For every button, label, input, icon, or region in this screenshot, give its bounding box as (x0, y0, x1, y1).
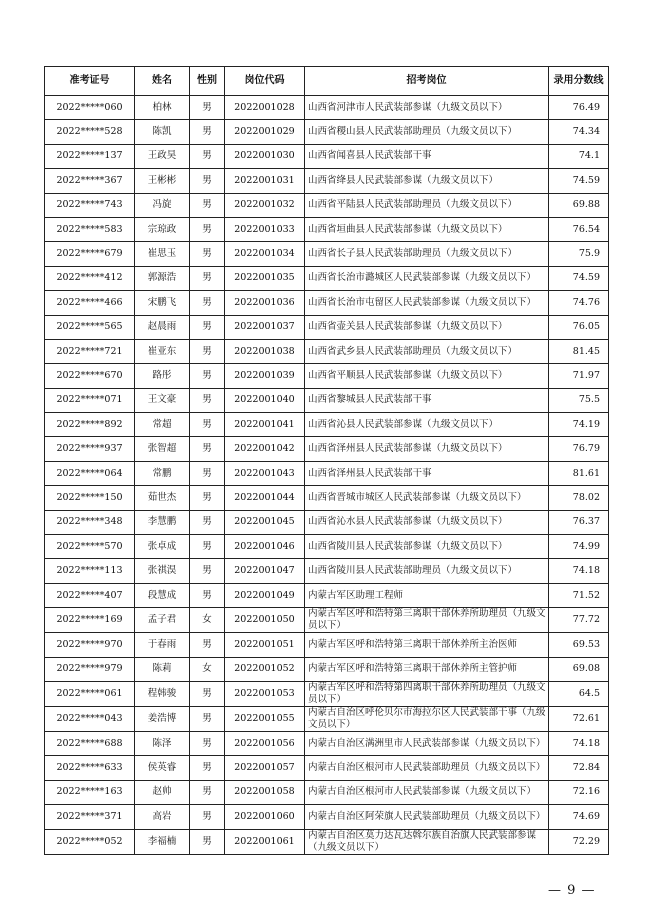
post-cell: 山西省平陆县人民武装部助理员（九级文员以下） (305, 193, 549, 217)
exam-id-cell: 2022*****583 (45, 217, 135, 241)
gender-cell: 男 (190, 681, 225, 706)
exam-id-cell: 2022*****061 (45, 681, 135, 706)
post-code-cell: 2022001061 (225, 829, 305, 854)
gender-cell: 男 (190, 805, 225, 829)
post-cell: 山西省陵川县人民武装部助理员（九级文员以下） (305, 559, 549, 583)
exam-id-cell: 2022*****721 (45, 339, 135, 363)
exam-id-cell: 2022*****679 (45, 242, 135, 266)
post-cell: 山西省晋城市城区人民武装部参谋（九级文员以下） (305, 486, 549, 510)
table-row (45, 266, 609, 290)
name-cell: 张卓成 (135, 535, 190, 559)
post-code-cell: 2022001047 (225, 559, 305, 583)
table-row (45, 242, 609, 266)
post-cell: 山西省长治市屯留区人民武装部参谋（九级文员以下） (305, 291, 549, 315)
score-cell: 69.88 (549, 193, 609, 217)
post-cell: 山西省武乡县人民武装部助理员（九级文员以下） (305, 339, 549, 363)
score-cell: 72.84 (549, 756, 609, 780)
exam-id-cell: 2022*****043 (45, 706, 135, 731)
exam-id-cell: 2022*****892 (45, 413, 135, 437)
table-body (45, 96, 609, 855)
gender-cell: 女 (190, 608, 225, 633)
name-cell: 王文豪 (135, 388, 190, 412)
exam-id-cell: 2022*****348 (45, 510, 135, 534)
header-score: 录用分数线 (549, 67, 609, 96)
score-cell: 72.61 (549, 706, 609, 731)
name-cell: 崔亚东 (135, 339, 190, 363)
exam-id-cell: 2022*****743 (45, 193, 135, 217)
header-exam-id: 准考证号 (45, 67, 135, 96)
table-row (45, 169, 609, 193)
table-row (45, 461, 609, 485)
post-code-cell: 2022001031 (225, 169, 305, 193)
name-cell: 柏林 (135, 96, 190, 120)
table-row (45, 339, 609, 363)
score-cell: 74.18 (549, 559, 609, 583)
exam-id-cell: 2022*****052 (45, 829, 135, 854)
score-cell: 72.16 (549, 780, 609, 804)
gender-cell: 男 (190, 193, 225, 217)
score-cell: 74.59 (549, 266, 609, 290)
gender-cell: 男 (190, 633, 225, 657)
exam-id-cell: 2022*****407 (45, 583, 135, 607)
name-cell: 段慧成 (135, 583, 190, 607)
post-cell: 内蒙古自治区阿荣旗人民武装部助理员（九级文员以下） (305, 805, 549, 829)
gender-cell: 男 (190, 291, 225, 315)
gender-cell: 男 (190, 217, 225, 241)
table-row (45, 756, 609, 780)
name-cell: 陈泽 (135, 731, 190, 755)
gender-cell: 男 (190, 144, 225, 168)
post-cell: 山西省绛县人民武装部参谋（九级文员以下） (305, 169, 549, 193)
post-cell: 山西省平顺县人民武装部参谋（九级文员以下） (305, 364, 549, 388)
results-table-container (44, 66, 608, 855)
name-cell: 宋鹏飞 (135, 291, 190, 315)
name-cell: 陈凯 (135, 120, 190, 144)
table-row (45, 120, 609, 144)
name-cell: 李慧鹏 (135, 510, 190, 534)
header-post: 招考岗位 (305, 67, 549, 96)
post-code-cell: 2022001038 (225, 339, 305, 363)
post-code-cell: 2022001032 (225, 193, 305, 217)
gender-cell: 男 (190, 339, 225, 363)
table-row (45, 706, 609, 731)
post-code-cell: 2022001056 (225, 731, 305, 755)
score-cell: 76.49 (549, 96, 609, 120)
gender-cell: 男 (190, 364, 225, 388)
name-cell: 常超 (135, 413, 190, 437)
post-code-cell: 2022001037 (225, 315, 305, 339)
post-cell: 内蒙古军区呼和浩特第三离职干部休养所主管护师 (305, 657, 549, 681)
table-row (45, 633, 609, 657)
table-row (45, 364, 609, 388)
exam-id-cell: 2022*****071 (45, 388, 135, 412)
gender-cell: 女 (190, 657, 225, 681)
header-name: 姓名 (135, 67, 190, 96)
post-cell: 内蒙古军区呼和浩特第三离职干部休养所助理员（九级文员以下） (305, 608, 549, 633)
post-code-cell: 2022001036 (225, 291, 305, 315)
name-cell: 路彤 (135, 364, 190, 388)
table-row (45, 535, 609, 559)
header-gender: 性别 (190, 67, 225, 96)
gender-cell: 男 (190, 461, 225, 485)
score-cell: 81.45 (549, 339, 609, 363)
post-code-cell: 2022001035 (225, 266, 305, 290)
exam-id-cell: 2022*****565 (45, 315, 135, 339)
name-cell: 张智超 (135, 437, 190, 461)
gender-cell: 男 (190, 583, 225, 607)
post-code-cell: 2022001030 (225, 144, 305, 168)
exam-id-cell: 2022*****528 (45, 120, 135, 144)
score-cell: 81.61 (549, 461, 609, 485)
exam-id-cell: 2022*****113 (45, 559, 135, 583)
exam-id-cell: 2022*****633 (45, 756, 135, 780)
table-header-row (45, 67, 609, 96)
name-cell: 赵晨雨 (135, 315, 190, 339)
table-row (45, 388, 609, 412)
table-row (45, 96, 609, 120)
exam-id-cell: 2022*****371 (45, 805, 135, 829)
post-cell: 内蒙古自治区根河市人民武装部助理员（九级文员以下） (305, 756, 549, 780)
score-cell: 69.53 (549, 633, 609, 657)
post-cell: 内蒙古军区呼和浩特第三离职干部休养所主治医师 (305, 633, 549, 657)
table-row (45, 510, 609, 534)
gender-cell: 男 (190, 706, 225, 731)
post-code-cell: 2022001042 (225, 437, 305, 461)
gender-cell: 男 (190, 731, 225, 755)
exam-id-cell: 2022*****937 (45, 437, 135, 461)
score-cell: 75.5 (549, 388, 609, 412)
post-cell: 山西省闻喜县人民武装部干事 (305, 144, 549, 168)
table-row (45, 559, 609, 583)
gender-cell: 男 (190, 486, 225, 510)
table-row (45, 829, 609, 854)
gender-cell: 男 (190, 780, 225, 804)
post-cell: 山西省垣曲县人民武装部参谋（九级文员以下） (305, 217, 549, 241)
table-row (45, 583, 609, 607)
gender-cell: 男 (190, 266, 225, 290)
gender-cell: 男 (190, 535, 225, 559)
post-code-cell: 2022001057 (225, 756, 305, 780)
exam-id-cell: 2022*****412 (45, 266, 135, 290)
gender-cell: 男 (190, 315, 225, 339)
score-cell: 76.05 (549, 315, 609, 339)
post-cell: 山西省长子县人民武装部助理员（九级文员以下） (305, 242, 549, 266)
post-code-cell: 2022001053 (225, 681, 305, 706)
exam-id-cell: 2022*****970 (45, 633, 135, 657)
post-code-cell: 2022001055 (225, 706, 305, 731)
exam-id-cell: 2022*****979 (45, 657, 135, 681)
post-cell: 山西省稷山县人民武装部助理员（九级文员以下） (305, 120, 549, 144)
post-cell: 山西省泽州县人民武装部干事 (305, 461, 549, 485)
score-cell: 74.19 (549, 413, 609, 437)
post-code-cell: 2022001052 (225, 657, 305, 681)
post-cell: 山西省陵川县人民武装部参谋（九级文员以下） (305, 535, 549, 559)
post-cell: 内蒙古自治区满洲里市人民武装部参谋（九级文员以下） (305, 731, 549, 755)
table-row (45, 657, 609, 681)
post-cell: 内蒙古自治区呼伦贝尔市海拉尔区人民武装部干事（九级文员以下） (305, 706, 549, 731)
post-code-cell: 2022001044 (225, 486, 305, 510)
name-cell: 茹世杰 (135, 486, 190, 510)
post-code-cell: 2022001033 (225, 217, 305, 241)
name-cell: 高岩 (135, 805, 190, 829)
post-code-cell: 2022001045 (225, 510, 305, 534)
table-row (45, 608, 609, 633)
gender-cell: 男 (190, 169, 225, 193)
name-cell: 冯旋 (135, 193, 190, 217)
name-cell: 王政昊 (135, 144, 190, 168)
table-row (45, 315, 609, 339)
table-row (45, 681, 609, 706)
table-row (45, 780, 609, 804)
exam-id-cell: 2022*****570 (45, 535, 135, 559)
score-cell: 71.97 (549, 364, 609, 388)
name-cell: 姜浩博 (135, 706, 190, 731)
name-cell: 陈莉 (135, 657, 190, 681)
table-row (45, 731, 609, 755)
post-code-cell: 2022001039 (225, 364, 305, 388)
exam-id-cell: 2022*****670 (45, 364, 135, 388)
name-cell: 宗琼政 (135, 217, 190, 241)
post-cell: 山西省沁水县人民武装部参谋（九级文员以下） (305, 510, 549, 534)
exam-id-cell: 2022*****169 (45, 608, 135, 633)
name-cell: 郭源浩 (135, 266, 190, 290)
table-row (45, 217, 609, 241)
score-cell: 75.9 (549, 242, 609, 266)
score-cell: 72.29 (549, 829, 609, 854)
post-cell: 山西省黎城县人民武装部干事 (305, 388, 549, 412)
name-cell: 侯英睿 (135, 756, 190, 780)
name-cell: 程韩骏 (135, 681, 190, 706)
post-cell: 山西省长治市潞城区人民武装部参谋（九级文员以下） (305, 266, 549, 290)
post-code-cell: 2022001029 (225, 120, 305, 144)
post-cell: 内蒙古自治区莫力达瓦达斡尔族自治旗人民武装部参谋（九级文员以下） (305, 829, 549, 854)
table-row (45, 805, 609, 829)
post-code-cell: 2022001041 (225, 413, 305, 437)
post-code-cell: 2022001049 (225, 583, 305, 607)
post-code-cell: 2022001060 (225, 805, 305, 829)
exam-id-cell: 2022*****163 (45, 780, 135, 804)
table-row (45, 413, 609, 437)
name-cell: 赵帅 (135, 780, 190, 804)
score-cell: 64.5 (549, 681, 609, 706)
exam-id-cell: 2022*****064 (45, 461, 135, 485)
gender-cell: 男 (190, 388, 225, 412)
table-row (45, 291, 609, 315)
score-cell: 71.52 (549, 583, 609, 607)
score-cell: 69.08 (549, 657, 609, 681)
post-cell: 内蒙古军区呼和浩特第四离职干部休养所助理员（九级文员以下） (305, 681, 549, 706)
table-row (45, 486, 609, 510)
score-cell: 74.76 (549, 291, 609, 315)
name-cell: 张祺淏 (135, 559, 190, 583)
exam-id-cell: 2022*****466 (45, 291, 135, 315)
table-row (45, 437, 609, 461)
table-row (45, 144, 609, 168)
post-cell: 山西省泽州县人民武装部参谋（九级文员以下） (305, 437, 549, 461)
gender-cell: 男 (190, 242, 225, 266)
score-cell: 77.72 (549, 608, 609, 633)
name-cell: 常鹏 (135, 461, 190, 485)
exam-id-cell: 2022*****367 (45, 169, 135, 193)
gender-cell: 男 (190, 437, 225, 461)
score-cell: 78.02 (549, 486, 609, 510)
post-code-cell: 2022001058 (225, 780, 305, 804)
gender-cell: 男 (190, 120, 225, 144)
post-code-cell: 2022001043 (225, 461, 305, 485)
exam-id-cell: 2022*****137 (45, 144, 135, 168)
score-cell: 76.79 (549, 437, 609, 461)
name-cell: 王彬彬 (135, 169, 190, 193)
name-cell: 李福楠 (135, 829, 190, 854)
post-code-cell: 2022001051 (225, 633, 305, 657)
score-cell: 76.54 (549, 217, 609, 241)
gender-cell: 男 (190, 559, 225, 583)
gender-cell: 男 (190, 829, 225, 854)
post-code-cell: 2022001046 (225, 535, 305, 559)
score-cell: 74.99 (549, 535, 609, 559)
post-code-cell: 2022001050 (225, 608, 305, 633)
score-cell: 74.1 (549, 144, 609, 168)
header-post-code: 岗位代码 (225, 67, 305, 96)
gender-cell: 男 (190, 96, 225, 120)
exam-id-cell: 2022*****060 (45, 96, 135, 120)
gender-cell: 男 (190, 756, 225, 780)
post-code-cell: 2022001040 (225, 388, 305, 412)
post-cell: 山西省河津市人民武装部参谋（九级文员以下） (305, 96, 549, 120)
name-cell: 崔思玉 (135, 242, 190, 266)
score-cell: 74.69 (549, 805, 609, 829)
score-cell: 74.59 (549, 169, 609, 193)
name-cell: 孟子君 (135, 608, 190, 633)
post-cell: 内蒙古自治区根河市人民武装部参谋（九级文员以下） (305, 780, 549, 804)
gender-cell: 男 (190, 413, 225, 437)
post-code-cell: 2022001034 (225, 242, 305, 266)
post-cell: 山西省壶关县人民武装部参谋（九级文员以下） (305, 315, 549, 339)
page-number: — 9 — (548, 883, 596, 898)
table-row (45, 193, 609, 217)
post-cell: 内蒙古军区助理工程师 (305, 583, 549, 607)
name-cell: 于春雨 (135, 633, 190, 657)
gender-cell: 男 (190, 510, 225, 534)
results-table (44, 66, 609, 855)
score-cell: 74.18 (549, 731, 609, 755)
score-cell: 76.37 (549, 510, 609, 534)
post-code-cell: 2022001028 (225, 96, 305, 120)
post-cell: 山西省沁县人民武装部参谋（九级文员以下） (305, 413, 549, 437)
score-cell: 74.34 (549, 120, 609, 144)
exam-id-cell: 2022*****688 (45, 731, 135, 755)
exam-id-cell: 2022*****150 (45, 486, 135, 510)
